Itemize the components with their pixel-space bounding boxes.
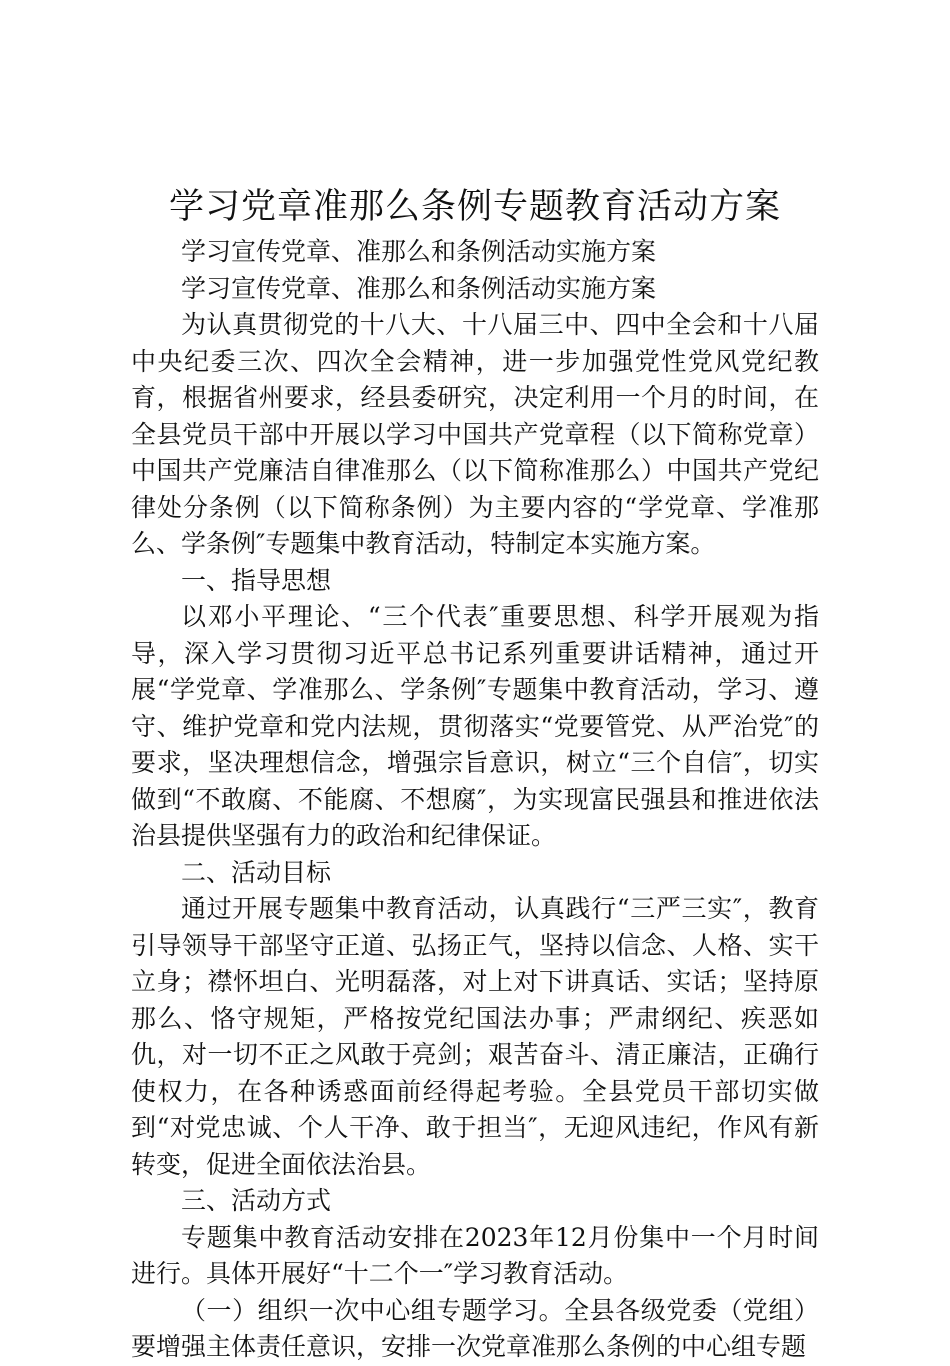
section-heading-activity-goals: 二、活动目标 (181, 857, 332, 887)
intro-paragraph: 为认真贯彻党的十八大、十八届三中、四中全会和十八届中央纪委三次、四次全会精神，进一步加强党性党风党纪教育，根据省州要求，经县委研究，决定利用一个月的时间，在全县党员干部中开展以学习中国共产党章程（以下简称党章）中国共产党廉洁自律准那么（以下简称准那么）中国共产党纪律处分条例（以下简称条例）为主要内容的“学党章、学准那么、学条例″专题集中教育活动，特制定本实施方案。 (131, 310, 819, 558)
activity-methods-paragraph: 专题集中教育活动安排在2023年12月份集中一个月时间进行。具体开展好“十二个一″学习教育活动。 (131, 1222, 819, 1288)
activity-item-paragraph: （一）组织一次中心组专题学习。全县各级党委（党组）要增强主体责任意识，安排一次党章准那么条例的中心组专题 (131, 1295, 819, 1361)
subtitle-line: 学习宣传党章、准那么和条例活动实施方案 (181, 273, 657, 303)
section-heading-guiding-thought: 一、指导思想 (181, 565, 332, 595)
document-body (131, 234, 819, 1366)
document-title: 学习党章准那么条例专题教育活动方案 (168, 187, 781, 227)
activity-goals-paragraph: 通过开展专题集中教育活动，认真践行“三严三实″，教育引导领导干部坚守正道、弘扬正气，坚持以信念、人格、实干立身；襟怀坦白、光明磊落，对上对下讲真话、实话；坚持原那么、恪守规矩，严格按党纪国法办事；严肃纲纪、疾恶如仇，对一切不正之风敢于亮剑；艰苦奋斗、清正廉洁，正确行使权力，在各种诱惑面前经得起考验。全县党员干部切实做到“对党忠诚、个人干净、敢于担当″，无迎风违纪，作风有新转变，促进全面依法治县。 (131, 894, 819, 1179)
subtitle-line: 学习宣传党章、准那么和条例活动实施方案 (181, 237, 657, 266)
section-heading-activity-methods: 三、活动方式 (181, 1186, 332, 1215)
guiding-thought-paragraph: 以邓小平理论、“三个代表″重要思想、科学开展观为指导，深入学习贯彻习近平总书记系列重要讲话精神，通过开展“学党章、学准那么、学条例″专题集中教育活动，学习、遵守、维护党章和党内法规，贯彻落实“党要管党、从严治党″的要求，坚决理想信念，增强宗旨意识，树立“三个自信″，切实做到“不敢腐、不能腐、不想腐″，为实现富民强县和推进依法治县提供坚强有力的政治和纪律保证。 (131, 602, 819, 850)
